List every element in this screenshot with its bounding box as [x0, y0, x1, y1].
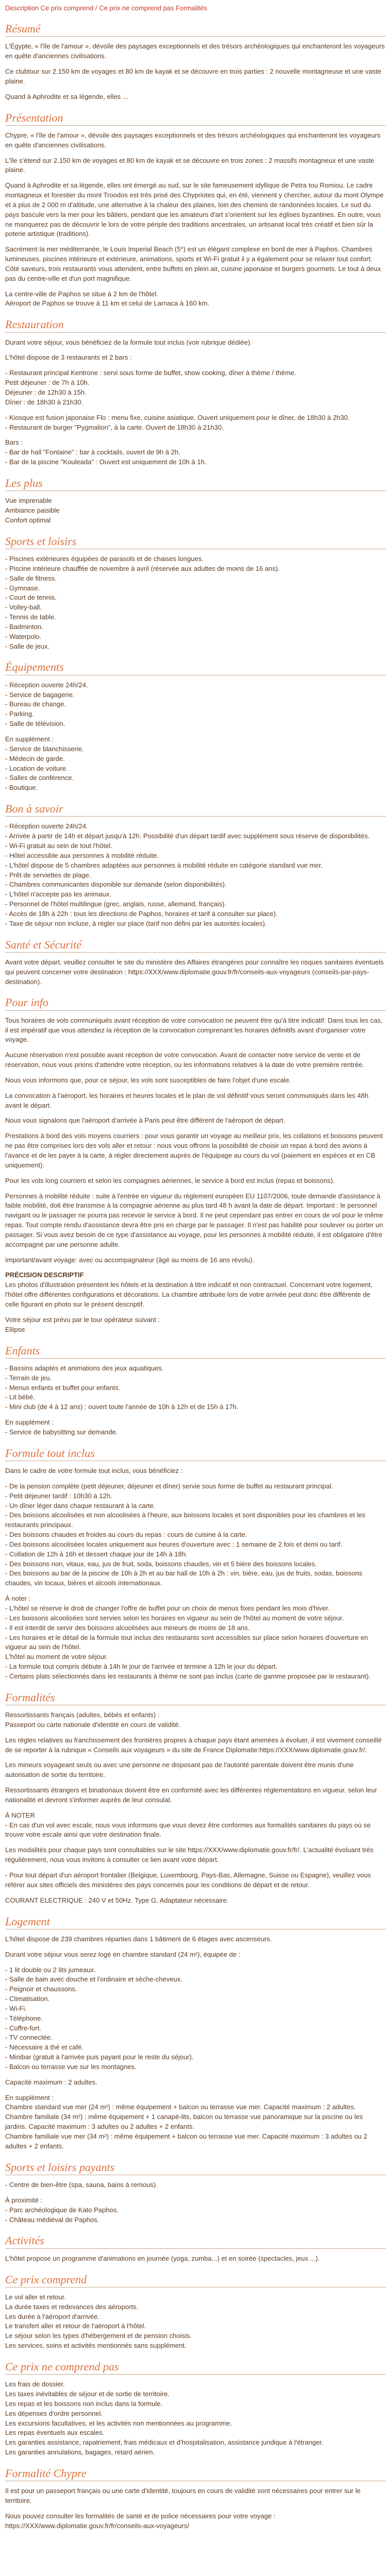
- section-plus: [5, 477, 386, 526]
- list-item: Le séjour selon les types d'hébergement et de pension choisis.: [5, 2332, 192, 2340]
- list-equipements: [5, 681, 386, 729]
- list-item: La durée taxes et redevances des aéroports.: [5, 2302, 138, 2311]
- list-item: - Gymnase.: [5, 584, 40, 592]
- list-item: - Peignoir et chaussons.: [5, 1985, 77, 1993]
- paragraph: Aéroport de Paphos se trouve à 11 km et celui de Larnaca à 160 km.: [5, 299, 209, 308]
- list-item: - Château médiéval de Paphos.: [5, 2215, 100, 2224]
- list-item: Confort optimal: [5, 516, 51, 524]
- heading-pour-info: Pour info: [5, 996, 48, 1009]
- paragraph: La centre-ville de Paphos se situe à 2 km de l'hôtel.: [5, 290, 158, 298]
- list-item: Les excursions facultatives, et les activités non mentionnées au programme.: [5, 2419, 232, 2427]
- divider: [5, 2248, 386, 2249]
- paragraph: - Pour tout départ d'un aéroport frontalier (Belgique, Luxembourg, Pays-Bas, Allemagne, Suisse ou Espagne), veuillez vous référer aux sites officiels des ministères des pays concernés pour les conditions de départ et de retour.: [5, 1871, 371, 1889]
- list-item: - L'hôtel dispose de 5 chambres adaptées aux personnes à mobilité réduite en catégorie standard vue mer.: [5, 861, 323, 869]
- heading-formalites: Formalités: [5, 1690, 55, 1704]
- paragraph: La convocation à l'aéroport, les horaires et heures locales et le plan de vol définitif vous seront communiqués dans les 48h avant le départ.: [5, 1091, 369, 1109]
- list-item: - Bureau de change.: [5, 700, 66, 708]
- list-item: - Menus enfants et buffet pour enfants.: [5, 1383, 121, 1392]
- list-item: - Mini club (de 4 à 12 ans) : ouvert toute l'année de 10h à 12h et de 15h à 17h.: [5, 1403, 239, 1411]
- list-item: - Bar de hall "Fontaine" : bar à cocktails, ouvert de 9h à 2h.: [5, 448, 181, 456]
- list-item: - Médecin de garde.: [5, 754, 65, 762]
- list-item: - Location de voiture.: [5, 764, 68, 772]
- list-item: - Balcon ou terrasse vue sur les montagnes.: [5, 2062, 137, 2071]
- list-item: Le vol aller et retour.: [5, 2293, 66, 2301]
- divider: [5, 952, 386, 953]
- paragraph: Quand à Aphrodite et sa légende, elles ont émergé au sud, sur le site fameusement idyllique de Petra tou Romiou. Le cadre montagneux et forestier du mont Troodos est très prisé des Chypriotes qui, en été, viennent y chercher, autour du mont Olympe et à plus de 2 000 m d'altitude, une alternative à la chaleur des plaines, loin des chemins de randonnées locales. Le sud du pays bascule vers la mer pour les bâtiers, pendant que les amateurs d'art s'orientent sur les églises byzantines. En outre, vous ne manquerez pas de découvrir le lors de votre périple des traditions ancestrales, un artisanat local très créatif et bien sûr la poterie artistique (traditions).: [5, 181, 384, 238]
- list-item: - Parking.: [5, 710, 34, 718]
- list-item: - Kiosque est fusion japonaise Flo : menu fixe, cuisine asiatique. Ouvert uniquement pour le dîner, de 18h30 à 2h30.: [5, 413, 350, 421]
- list-item: - Des boissons chaudes et froides au cours du repas : cours de cuisine à la carte.: [5, 1531, 247, 1539]
- top-note: Description Ce prix comprend / Ce prix ne comprend pas Formalités: [5, 4, 207, 12]
- supplement-title: En supplément :: [5, 735, 54, 743]
- list-restaurants: [5, 368, 386, 407]
- heading-formalite-chypre: Formalité Chypre: [5, 2466, 87, 2480]
- list-item: Les garanties annulations, bagages, retard aérien.: [5, 2448, 155, 2456]
- list-item: - Terrain de jeu.: [5, 1374, 52, 1382]
- list-item: - Coffre-fort.: [5, 2024, 41, 2032]
- paragraph: Nous vous informons que, pour ce séjour, les vols sont susceptibles de faire l'objet d'une escale.: [5, 1076, 291, 1084]
- list-item: Chambre familiale vue mer (34 m²) : même équipement + balcon ou terrasse vue mer. Capacité maximum : 3 adultes ou 2 adultes + 2 enfants.: [5, 2132, 367, 2150]
- list-item: - Service de bagagerie.: [5, 690, 75, 699]
- paragraph: Passeport ou carte nationale d'identité en cours de validité.: [5, 1720, 181, 1728]
- paragraph: L'hôtel dispose de 239 chambres réparties dans 1 bâtiment de 6 étages avec ascenseurs.: [5, 1935, 272, 1943]
- paragraph: Ce clubtour sur 2.150 km de voyages et 80 km de kayak et se découvre en trois parties : 2 nouvelle montagneuse et une vaste plaine.: [5, 67, 382, 85]
- section-formule: [5, 1447, 386, 1682]
- list-item: Les services, soins et activités mentionnés sans supplément.: [5, 2342, 187, 2350]
- divider: [5, 332, 386, 333]
- list-item: - Piscines extérieures équipées de parasols et de chaises longues.: [5, 555, 204, 563]
- section-logement: [5, 1915, 386, 2151]
- list-item: Le transfert aller et retour de l'aéroport à l'hôtel.: [5, 2322, 146, 2330]
- heading-bon-savoir: Bon à savoir: [5, 802, 63, 816]
- list-item: - Petit déjeuner tardif : 10h30 à 12h.: [5, 1492, 112, 1500]
- capacity: Capacité maximum : 2 adultes.: [5, 2078, 97, 2086]
- list-item: - Salle de bain avec douche et l'ordinaire et sèche-cheveux.: [5, 1975, 183, 1984]
- paragraph: Chypre, « l'île de l'amour », dévoile des paysages exceptionnels et des trésors archéologiques qui enchanteront les voyageurs en quête d'anciennes civilisations.: [5, 131, 381, 149]
- paragraph: Avant votre départ, veuillez consulter le site du ministère des Affaires étrangères pour connaître les risques sanitaires éventuels qui peuvent concerner votre destination : https://XXX/www.diplomatie.gouv.fr/fr/conseils-aux-voyageurs (conseils-par-pays-destination).: [5, 958, 384, 986]
- section-formalites: [5, 1691, 386, 1906]
- heading-sante: Santé et Sécurité: [5, 938, 82, 951]
- divider: [5, 2374, 386, 2375]
- paragraph: Nous vous signalons que l'aéroport d'arrivée à Paris peut être différent de l'aéroport de départ.: [5, 1116, 285, 1125]
- list-item: - Accès de 18h à 22h : tous les directions de Paphos, horaires et tarif à consulter sur place).: [5, 909, 278, 918]
- supplement-title: En supplément :: [5, 2093, 54, 2102]
- paragraph: Nous pouvez consulter les formalités de santé et de police nécessaires pour votre voyage : https://XXX/www.diplomatie.gouv.fr/fr/conseils-aux-voyageurs/: [5, 2512, 275, 2530]
- heading-formule: Formule tout inclus: [5, 1446, 95, 1460]
- list-item: - Un dîner léger dans chaque restaurant à la carte.: [5, 1501, 156, 1510]
- list-item: Les taxes inévitables de séjour et de sortie de territoire.: [5, 2390, 170, 2398]
- list-item: - Nécessaire à thé et café.: [5, 2043, 84, 2052]
- divider: [5, 125, 386, 126]
- paragraph: Ressortissants français (adultes, bébés et enfants) :: [5, 1711, 160, 1719]
- list-item: - Salle de télévision.: [5, 720, 66, 728]
- list-item: - Certains plats sélectionnés dans les restaurants à thème ne sont pas inclus (carte de gamme proposée par le restaurant).: [5, 1672, 371, 1680]
- divider: [5, 1010, 386, 1011]
- list-item: - Service de blanchisserie.: [5, 744, 84, 753]
- heading-enfants: Enfants: [5, 1344, 40, 1357]
- divider: [5, 490, 386, 491]
- list-item: Chambre familiale (34 m²) : même équipement + 1 canapé-lits, balcon ou terrasse vue panoramique sur la piscine ou les jardins. Capacité maximum : 3 adultes ou 2 adultes + 2 enfants.: [5, 2113, 363, 2131]
- list-item: - Taxe de séjour non incluse, à régler sur place (tarif non défini par les autorités locales).: [5, 919, 267, 927]
- list-item: - Salles de conférence.: [5, 774, 74, 782]
- heading-prix-comprend: Ce prix comprend: [5, 2273, 87, 2286]
- paragraph: - En cas d'un vol avec escale, nous vous informons que vous devez être conformes aux formalités sanitaires du pays où se trouve votre escale ainsi que votre destination finale.: [5, 1821, 371, 1839]
- heading-sports: Sports et loisirs: [5, 534, 77, 548]
- heading-plus: Les plus: [5, 476, 43, 489]
- section-equipements: [5, 660, 386, 793]
- list-logement-supplement: [5, 2103, 386, 2151]
- list-item: - Salle de jeux.: [5, 642, 50, 650]
- list-item: - Volley-ball.: [5, 603, 42, 612]
- list-item: - Les horaires et le détail de la formule tout inclus des restaurants sont accessibles sur place selon horaires d'ouverture en vigueur au sein de l'hôtel.: [5, 1633, 368, 1651]
- list-item: Ambiance paisible: [5, 506, 60, 515]
- list-item: - 1 lit double ou 2 lits jumeaux.: [5, 1965, 96, 1974]
- list-sports-payants: [5, 2180, 386, 2190]
- list-item: - Parc archéologique de Kato Paphos.: [5, 2206, 119, 2214]
- list-bon-savoir: [5, 822, 386, 928]
- list-prix-comprend: [5, 2293, 386, 2351]
- list-item: - Salle de fitness.: [5, 574, 57, 582]
- list-item: - Prêt de serviettes de plage.: [5, 871, 91, 879]
- list-item: - Court de tennis.: [5, 594, 57, 602]
- section-restauration: [5, 318, 386, 467]
- heading-activites: Activités: [5, 2234, 44, 2247]
- heading-resume: Résumé: [5, 22, 41, 35]
- list-item: - Lit bébé.: [5, 1393, 35, 1401]
- list-item: - Restaurant principal Kentrone : servi sous forme de buffet, show cooking, dîner à thème / thème.: [5, 369, 297, 377]
- note-title: À noter :: [5, 1595, 31, 1603]
- section-prix-comprend: [5, 2273, 386, 2351]
- section-enfants: [5, 1344, 386, 1437]
- list-item: - Hôtel accessible aux personnes à mobilité réduite.: [5, 851, 159, 859]
- paragraph: À NOTER: [5, 1811, 35, 1819]
- list-item: - Restaurant de burger "Pygmalion", à la carte. Ouvert de 18h30 à 21h30.: [5, 423, 224, 431]
- list-item: - Tennis de table.: [5, 613, 56, 621]
- list-item: Chambre standard vue mer (24 m²) : même équipement + balcon ou terrasse vue mer. Capacité maximum : 2 adultes.: [5, 2103, 356, 2111]
- paragraph: L'Égypte, « l'île de l'amour », dévoile des paysages exceptionnels et des trésors archéologiques qui enchanteront les voyageurs en quête d'anciennes civilisations.: [5, 42, 385, 60]
- list-item: - Boutique.: [5, 784, 38, 792]
- paragraph: Il est pour un passeport français ou une carte d'identité, toujours en cours de validité sont nécessaires pour entrer sur le territoire.: [5, 2487, 361, 2505]
- section-resume: [5, 22, 386, 102]
- heading-prix-ne-comprend: Ce prix ne comprend pas: [5, 2360, 119, 2373]
- paragraph: Les règles relatives au franchissement des frontières propres à chaque pays étant amenées à évoluer, il est vivement conseillé de se reporter à la rubrique « Conseils aux voyageurs » du site de France Diplomatie:https://XXX/www.diplomatie.gouv.fr/.: [5, 1736, 382, 1754]
- list-item: - Climatisation.: [5, 1995, 50, 2003]
- list-item: - De la pension complète (petit déjeuner, déjeuner et dîner) servie sous forme de buffet au restaurant principal.: [5, 1482, 333, 1490]
- heading-logement: Logement: [5, 1914, 50, 1928]
- list-sports: [5, 554, 386, 651]
- paragraph: Quand à Aphrodite et sa légende, elles ...: [5, 92, 128, 100]
- list-item: - Badminton.: [5, 622, 43, 631]
- list-item: - TV connectée.: [5, 2033, 53, 2042]
- list-item: - Bassins adaptés et animations des jeux aquatiques.: [5, 1364, 164, 1372]
- paragraph: Les modalités pour chaque pays sont consultables sur le site https://XXX/www.diplomatie.gouv.fr/fr/. L'actualité évoluant très régulièrement, nous vous invitons à consulter ce lien avant votre départ.: [5, 1846, 374, 1864]
- list-formule: [5, 1482, 386, 1588]
- list-item: Les frais de dossier.: [5, 2380, 65, 2388]
- paragraph: Pour les vols long courriers et selon les compagnies aériennes, le service à bord est inclus (repas et boissons).: [5, 1176, 335, 1184]
- section-activites: [5, 2234, 386, 2263]
- paragraph: Tous horaires de vols communiqués avant réception de votre convocation ne peuvent être qu'à titre indicatif. Dans tous les cas, il est impératif que vous attendiez la réception de la convocation comprenant les horaires définitifs avant d'organiser votre voyage.: [5, 1016, 383, 1044]
- proximite-title: À proximité :: [5, 2196, 43, 2204]
- heading-restauration: Restauration: [5, 318, 64, 331]
- paragraph: Ressortissants étrangers et binationaux doivent être en conformité avec les différentes réglementations en vigueur, selon leur nationalité et devront s'informer auprès de leur consulat.: [5, 1786, 377, 1804]
- list-item: - Minibar (gratuit à l'arrivée puis payant pour le reste du séjour).: [5, 2053, 194, 2061]
- section-bon-savoir: [5, 802, 386, 929]
- list-logement: [5, 1965, 386, 2072]
- list-item: Petit déjeuner : de 7h à 10h.: [5, 379, 90, 387]
- precision-heading: PRÉCISION DESCRIPTIF: [5, 1271, 84, 1279]
- list-item: - Les boissons alcoolisées sont servies selon les horaires en vigueur au sein de l'hôtel au moment de votre séjour.: [5, 1614, 344, 1622]
- paragraph: Durant votre séjour, vous bénéficiez de la formule tout inclus (voir rubrique dédiée).: [5, 338, 252, 346]
- list-item: - L'hôtel se réserve le droit de changer l'offre de buffet pour un choix de menus fixes pendant les mois d'hiver.: [5, 1604, 330, 1612]
- list-item: - Personnel de l'hôtel multilingue (grec, anglais, russe, allemand, français).: [5, 900, 226, 908]
- list-item: Les repas éventuels aux escales.: [5, 2429, 105, 2437]
- list-item: - Wi-Fi gratuit au sein de tout l'hôtel.: [5, 842, 112, 850]
- list-item: Les repas et les boissons non inclus dans la formule.: [5, 2399, 162, 2408]
- paragraph: Important/avant voyage: avec ou accompagnateur (âgé au moins de 16 ans révolu).: [5, 1256, 254, 1264]
- list-item: - Piscine intérieure chauffée de novembre à avril (réservée aux adultes de moins de 16 ans).: [5, 564, 280, 572]
- list-plus: [5, 496, 386, 526]
- heading-presentation: Présentation: [5, 111, 63, 124]
- list-restaurants-extra: [5, 413, 386, 433]
- divider: [5, 36, 386, 37]
- list-item: - Des boissons alcoolisées et non alcoolisées à l'heure, aux boissons locales et sont disponibles pour les chambres et les restaurants principaux.: [5, 1511, 366, 1529]
- list-enfants: [5, 1364, 386, 1412]
- paragraph: Durant votre séjour vous serez logé en chambre standard (24 m²), équipée de :: [5, 1950, 240, 1958]
- list-proximite: [5, 2206, 386, 2225]
- list-item: - Chambres communicantes disponible sur demande (selon disponibilités).: [5, 880, 227, 889]
- list-item: - Téléphone.: [5, 2014, 43, 2022]
- divider: [5, 1358, 386, 1359]
- paragraph: L'île s'étend sur 2.150 km de voyages et 80 km de kayak et se découvre en trois zones : 2 massifs montagneux et une vaste plaine.: [5, 156, 374, 174]
- list-enfants-supplement: [5, 1428, 386, 1437]
- section-sports-payants: [5, 2161, 386, 2225]
- section-sports: [5, 535, 386, 652]
- list-item: - Des boissons alcoolisées locales uniquement aux heures d'ouverture avec : 1 semaine de 2 fois et demi ou tarif.: [5, 1540, 343, 1548]
- list-item: Vue imprenable: [5, 497, 52, 505]
- list-item: Dîner : de 18h30 à 21h30.: [5, 398, 84, 406]
- list-bars: [5, 448, 386, 467]
- list-item: Déjeuner : de 12h30 à 15h.: [5, 388, 87, 396]
- paragraph: Votre séjour est prévu par le tour opérateur suivant :: [5, 1315, 160, 1324]
- heading-equipements: Équipements: [5, 660, 64, 674]
- section-pour-info: [5, 996, 386, 1265]
- list-item: Les durée à l'aéroport d'arrivée.: [5, 2312, 100, 2320]
- list-item: - Réception ouverte 24h/24.: [5, 681, 88, 689]
- section-sante: [5, 938, 386, 987]
- paragraph: L'hôtel propose un programme d'animations en journée (yoga, zumba...) et en soirée (spectacles, jeux ...).: [5, 2254, 320, 2262]
- list-item: - Service de babysitting sur demande.: [5, 1428, 118, 1436]
- list-item: - Centre de bien-être (spa, sauna, bains à remous).: [5, 2181, 158, 2189]
- list-item: - Bar de la piscine "Kouleada" : Ouvert est uniquement de 10h à 1h.: [5, 458, 207, 466]
- list-item: - Des boissons au bar de la piscine de 10h à 2h et au bar hall de 10h à 2h : vin, bière, eau, jus de fruits, sodas, boissons chaudes, vin locaux, bières et alcools internationaux.: [5, 1569, 363, 1587]
- paragraph: L'hôtel dispose de 3 restaurants et 2 bars :: [5, 353, 132, 362]
- list-prix-ne-comprend: [5, 2380, 386, 2458]
- list-item: - La formule tout compris débute à 14h le jour de l'arrivée et termine à 12h le jour du départ.: [5, 1663, 278, 1671]
- list-formule-notes: [5, 1604, 386, 1682]
- list-item: - Waterpolo.: [5, 632, 42, 640]
- paragraph: COURANT ELECTRIQUE : 240 V et 50Hz. Type G. Adaptateur nécessaire.: [5, 1896, 229, 1904]
- list-item: - Collation de 12h à 16h et dessert chaque jour de 14h à 18h.: [5, 1550, 188, 1558]
- supplement-title: En supplément :: [5, 1418, 54, 1427]
- heading-sports-payants: Sports et loisirs payants: [5, 2160, 115, 2174]
- section-precision: [5, 1270, 386, 1334]
- list-item: - L'hôtel n'accepte pas les animaux.: [5, 890, 111, 899]
- list-item: L'hôtel au moment de votre séjour.: [5, 1653, 108, 1661]
- list-item: Les garanties assistance, rapatriement, frais médicaux et d'hospitalisation, assistance juridique à l'étranger.: [5, 2438, 324, 2447]
- paragraph: Aucune réservation n'est possible avant réception de votre convocation. Avant de contacter notre service de vente et de réservation, nous vous prions d'attendre votre réception, ou les informations relatives à la date de votre première rentrée.: [5, 1051, 365, 1069]
- section-prix-ne-comprend: [5, 2360, 386, 2458]
- paragraph: Les mineurs voyageant seuls ou avec une personne ne disposant pas de l'autorité parentale doivent être munis d'une autorisation de sortie du territoire.: [5, 1761, 354, 1779]
- paragraph: Sacrément la mer méditerranée, le Louis Imperial Beach (5*) est un élégant complexe en bord de mer à Paphos. Chambres lumineuses, piscines intérieure et extérieure, animations, sports et Wi-Fi gratuit il y a également pour se relaxer tout confort. Côté saveurs, trois restaurants vous attendent, entre buffets en plein air, cuisine japonaise et burgers gourmets. Le tout à deux pas du centre-ville et d'un port magnifique.: [5, 245, 381, 282]
- list-item: - Arrivée à partir de 14h et départ jusqu'à 12h. Possibilité d'un départ tardif avec supplément sous réserve de disponibilités.: [5, 832, 370, 840]
- section-formalite-chypre: [5, 2467, 386, 2531]
- bars-title: Bars :: [5, 438, 23, 447]
- tour-operator: Ellipse: [5, 1325, 25, 1333]
- list-item: Les dépenses d'ordre personnel.: [5, 2409, 103, 2417]
- paragraph: Les photos d'illustration présentent les hôtels et la destination à titre indicatif et non contractuel. Concernant votre logement, l'hôtel offre différentes configurations et décorations. La chambre attribuée lors de votre arrivée peut donc être différente de celle figurant en photo sur le présent descriptif.: [5, 1281, 373, 1308]
- section-presentation: [5, 111, 386, 309]
- paragraph: Prestations à bord des vols moyens courriers : pour vous garantir un voyage au meilleur prix, les collations et boissons peuvent ne pas être comprises lors des vols aller et retour : nous vous offrons la possibilité de choisir un repas à bord des avions à l'avance et de les payer à la carte, à régler directement auprès de l'équipage au cours du vol (paiement en espèces et en CB uniquement).: [5, 1132, 383, 1169]
- list-item: - Wi-Fi.: [5, 2004, 27, 2012]
- paragraph: Personnes à mobilité réduite : suite à l'entrée en vigueur du règlement européen EU 1107/2006, toute demande d'assistance à faible mobilité, doit être transmise à la compagnie aérienne au plus tard 48 h avant la date de départ. Important : le personnel navigant ou le passager ne pourra pas recevoir le service à bord. Il ne peut cependant pas entrer en cours de vol pour le même repas. Tout compte rendu d'assistance devra être pris en charge par le passager. Il n'est pas habilité pour soulever ou porter un passager. Si vous avez besoin de ce type d'assistance au voyage, pour les personnes à mobilité réduite, il est obligatoire d'être accompagné par une personne adulte.: [5, 1192, 383, 1248]
- list-item: - Réception ouverte 24h/24.: [5, 822, 88, 831]
- list-equipements-supplement: [5, 744, 386, 793]
- divider: [5, 816, 386, 817]
- list-item: - Des boissons non, vitaux, eau, jus de fruit, soda, boissons chaudes, vin et 5 bière des boissons locales.: [5, 1560, 317, 1568]
- paragraph: Dans le cadre de votre formule tout inclus, vous bénéficiez :: [5, 1467, 183, 1475]
- list-item: - Il est interdit de servir des boissons alcoolisées aux mineurs de moins de 18 ans.: [5, 1623, 250, 1632]
